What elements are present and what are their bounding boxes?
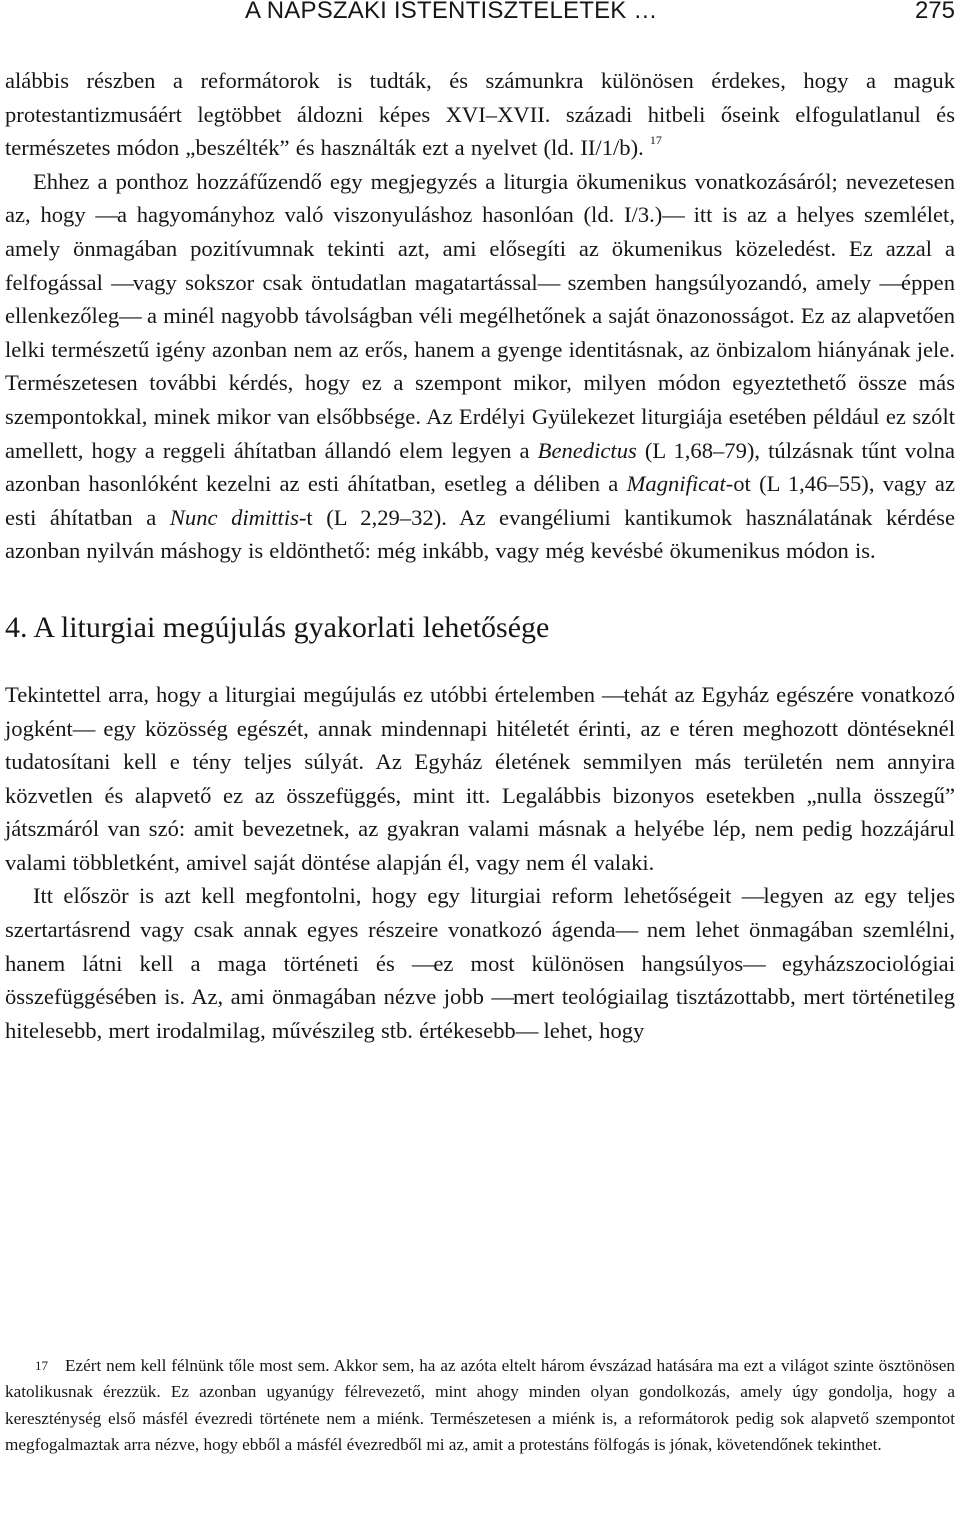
em-dash: —	[111, 269, 133, 295]
em-dash: —	[743, 950, 765, 976]
text-run: nem lehet önmagában szemlélni, hanem látni kell a maga történeti és	[5, 917, 955, 976]
text-run: szemben hangsúlyozandó, amely	[559, 269, 880, 295]
text-run: mert teológiailag tisztázottabb, mert történetileg hitelesebb, mert irodalmilag, művészileg stb. értékesebb	[5, 984, 955, 1043]
text-run: a minél nagyobb távolságban véli megélhetőnek a saját önazonosságot. Ez az alapvetően lelki természetű igény azonban nem az erős, hanem a gyenge identitásnak, az önbizalom hiányának jele. Természetesen további kérdés, hogy ez a szempont mikor, milyen módon egyeztethető össze más szempontokkal, minek mikor van elsőbbsége. Az Erdélyi Gyülekezet liturgiája esetében például ez szólt amellett, hogy a reggeli áhítatban állandó elem legyen a	[5, 303, 955, 463]
text-run: Ehhez a ponthoz hozzáfűzendő egy megjegyzés a liturgia ökumenikus vonatkozásáról; nevezetesen az, hogy	[5, 168, 955, 228]
paragraph	[5, 64, 955, 165]
em-dash: —	[72, 715, 95, 741]
paragraph	[5, 678, 955, 880]
text-run: egy közösség egészét, annak mindennapi hitéletét érinti, az e téren meghozott döntéseknél tudatosítani kell e tény teljes súlyát. Az Egyház életének semmilyen más területén nem annyira közvetlen és alapvető ez az összefüggés, mint itt. Legalábbis bizonyos esetekben „nulla összegű” játszmáról van szó: amit bevezetnek, az gyakran valami másnak a helyébe lép, nem pedig hozzájárul valami többletként, amivel saját döntése alapján él, vagy nem él valaki.	[5, 715, 955, 875]
section-body-2	[5, 678, 955, 1048]
footnote-reference[interactable]: 17	[649, 133, 662, 148]
paragraph	[5, 879, 955, 1047]
text-run: Tekintettel arra, hogy a liturgiai megújulás ez utóbbi értelemben	[5, 681, 602, 707]
text-run: egyházszociológiai összefüggésében is. Az, ami önmagában nézve jobb	[5, 950, 955, 1010]
em-dash: —	[615, 917, 638, 943]
text-run: a hagyományhoz való viszonyuláshoz hasonlóan (ld. I/3.)	[116, 202, 663, 228]
text-run: lehet, hogy	[537, 1017, 645, 1043]
em-dash: —	[602, 681, 624, 707]
text-run: -t (L 2,29–32). Az evangéliumi kantikumok használatának kérdése azonban nyilván máshogy is eldönthető: még inkább, vagy még kevésbé ökumenikus módon is.	[5, 504, 956, 564]
em-dash: —	[119, 303, 141, 329]
section-heading: 4. A liturgiai megújulás gyakorlati lehetősége	[5, 610, 550, 644]
page-number: 275	[914, 0, 955, 24]
em-dash: —	[879, 269, 902, 295]
em-dash: —	[662, 202, 684, 228]
section-body-1	[5, 64, 955, 568]
text-run: legyen az egy teljes szertartásrend vagy csak annak egyes részeire vonatkozó ágenda	[5, 883, 956, 943]
footnote-number: 17	[35, 1358, 48, 1373]
em-dash: —	[741, 883, 764, 909]
italic-title: Benedictus	[537, 437, 637, 463]
text-run: vagy sokszor csak öntudatlan magatartással	[132, 269, 538, 295]
em-dash: —	[537, 269, 560, 295]
italic-title: Magnificat	[626, 471, 726, 497]
running-title: A NAPSZAKI ISTENTISZTELETEK …	[245, 0, 658, 24]
em-dash: —	[515, 1017, 538, 1043]
text-run: éppen ellenkezőleg	[5, 269, 955, 329]
em-dash: —	[95, 202, 117, 228]
text-run: itt is az a helyes szemlélet, amely önmagában pozitívumnak tekinti azt, ami elősegíti az ökumenikus közeledést. Ez azzal a felfogással	[5, 202, 955, 295]
text-run: ez most különösen hangsúlyos	[433, 950, 744, 976]
footnote	[5, 1353, 955, 1459]
text-run: tehát az Egyház egészére vonatkozó jogként	[5, 681, 955, 741]
running-header	[5, 0, 955, 30]
footnote-text: Ezért nem kell félnünk tőle most sem. Akkor sem, ha az azóta eltelt három évszázad hatására ma ezt a világot szinte ösztönösen katolikusnak érezzük. Ez azonban ugyanúgy félrevezető, mint ahogy minden olyan gondolkozás, amely úgy gondolja, hogy a kereszténység első másfél évezredi története nem a miénk. Természetesen a miénk is, a reformátorok pedig sok alapvető szempontot megfogalmaztak arra nézve, hogy ebből a másfél évezredből mi az, amit a protestáns fölfogás is jónak, követendőnek tekinthet.	[5, 1356, 955, 1455]
text-run: alábbis részben a reformátorok is tudták, és számunkra különösen érdekes, hogy a maguk protestantizmusáért legtöbbet áldozni képes XVI–XVII. századi hitbeli őseink elfogulatlanul és természetes módon „beszélték” és használták ezt a nyelvet (ld. II/1/b).	[5, 68, 955, 161]
paragraph	[5, 165, 955, 568]
text-run: Itt először is azt kell megfontolni, hogy egy liturgiai reform lehetőségeit	[33, 883, 742, 909]
italic-title: Nunc dimittis	[169, 504, 299, 530]
text-run: (L 1,68–79), túlzásnak tűnt volna azonban hasonlóként kezelni az esti áhítatban, esetleg a déliben a	[5, 437, 955, 497]
em-dash: —	[411, 950, 434, 976]
text-run: -ot (L 1,46–55), vagy az esti áhítatban a	[5, 471, 955, 530]
em-dash: —	[491, 984, 513, 1010]
document-page	[5, 0, 955, 1047]
